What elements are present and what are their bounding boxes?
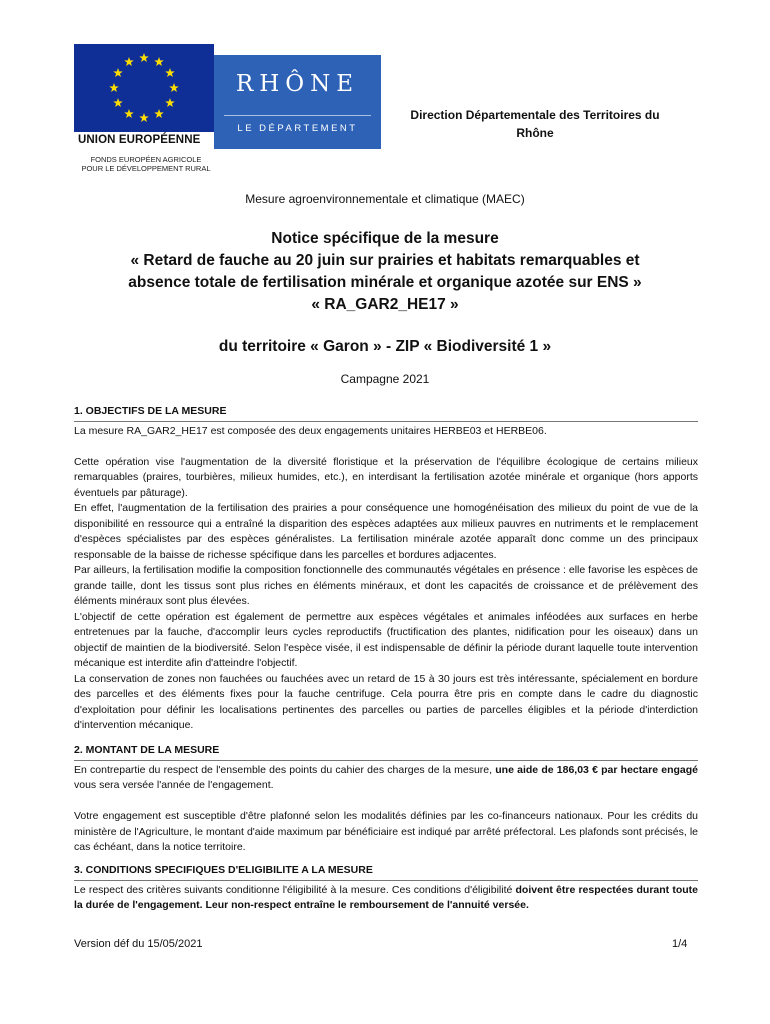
eu-label: UNION EUROPÉENNE bbox=[78, 134, 201, 146]
direction-header bbox=[395, 106, 675, 142]
direction-line2: Rhône bbox=[516, 126, 554, 140]
maec-label: Mesure agroenvironnementale et climatique (MAEC) bbox=[245, 192, 525, 206]
paragraph: La mesure RA_GAR2_HE17 est composée des deux engagements unitaires HERBE03 et HERBE06. bbox=[74, 424, 547, 437]
eu-star-icon bbox=[154, 109, 164, 118]
eu-star-icon bbox=[165, 68, 175, 77]
rhone-name: RHÔNE bbox=[235, 71, 360, 97]
paragraph: En effet, l'augmentation de la fertilisation des prairies a pour conséquence une homogénéisation des milieux du point de vue de la disponibilité en ressource qui a entraîné la disparition des espèces adaptées aux milieux pauvres en nutriments et le remplacement d'espèces spécialistes par des espèces généralistes. La fertilisation minérale azotée apparaît donc comme un des principaux responsable de la baisse de richesse spécifique dans les parcelles et bordures adjacentes. bbox=[74, 502, 698, 561]
eu-fund-text bbox=[78, 155, 214, 173]
paragraph: Par ailleurs, la fertilisation modifie la composition fonctionnelle des communautés végétales en présence : elle favorise les espèces de grande taille, dont les tissus sont plus riches en éléments minéraux, et dont les capacités de croissance et de prélèvement des éléments minéraux sont plus élevées. bbox=[74, 564, 698, 607]
eu-star-icon bbox=[124, 109, 134, 118]
eu-star-icon bbox=[113, 68, 123, 77]
paragraph: La conservation de zones non fauchées ou fauchées avec un retard de 15 à 30 jours est très intéressante, spécialement en bordure des parcelles et des éléments fixes pour la fauche centrifuge. Cela pourra être pris en compte dans le cadre du diagnostic d'exploitation pour définir les localisations pertinentes des parcelles ou parties de parcelles éligibles et la période d'interdiction d'intervention mécanique. bbox=[74, 672, 698, 731]
eu-stars-icon bbox=[74, 44, 214, 132]
title-line3: absence totale de fertilisation minérale et organique azotée sur ENS » bbox=[128, 274, 642, 291]
eu-star-icon bbox=[124, 57, 134, 66]
eu-star-icon bbox=[139, 53, 149, 62]
section-heading: 3. CONDITIONS SPECIFIQUES D'ELIGIBILITE A LA MESURE bbox=[74, 863, 698, 881]
notice-title bbox=[70, 228, 700, 316]
logo-divider bbox=[224, 115, 371, 116]
eu-star-icon bbox=[139, 113, 149, 122]
title-line4: « RA_GAR2_HE17 » bbox=[311, 296, 459, 313]
campaign-label: Campagne 2021 bbox=[340, 372, 430, 386]
section-amount bbox=[74, 743, 698, 856]
direction-line1: Direction Départementale des Territoires du bbox=[410, 108, 660, 122]
paragraph: L'objectif de cette opération est également de permettre aux espèces végétales et animales inféodées aux surfaces en herbe entretenues par la fauche, d'accomplir leurs cycles reproductifs (fructification des plantes, nidification pour les oiseaux) dans un objectif de maintien de la biodiversité. Selon l'espèce visée, il est indispensable de définir la période durant laquelle toute intervention mécanique est interdite afin d'atteindre l'objectif. bbox=[74, 610, 698, 669]
paragraph: En contrepartie du respect de l'ensemble des points du cahier des charges de la mesure, une aide de 186,03 € par hectare engagé vous sera versée l'année de l'engagement. bbox=[74, 763, 698, 791]
eu-flag-logo bbox=[74, 44, 214, 132]
paragraph: Cette opération vise l'augmentation de la diversité floristique et la préservation de l'équilibre écologique de certains milieux remarquables (praires, tourbières, milieux humides, etc.), en interdisant la fertilisation azotée minérale et organique (hors apports éventuels par pâturage). bbox=[74, 455, 698, 499]
footer-version: Version déf du 15/05/2021 bbox=[74, 938, 203, 950]
rhone-subtitle: LE DÉPARTEMENT bbox=[237, 123, 358, 134]
section-heading: 2. MONTANT DE LA MESURE bbox=[74, 743, 698, 761]
footer-page-number: 1/4 bbox=[672, 938, 688, 950]
eu-star-icon bbox=[165, 98, 175, 107]
aid-amount: une aide de 186,03 € par hectare engagé bbox=[495, 763, 698, 776]
eu-star-icon bbox=[113, 98, 123, 107]
paragraph: Le respect des critères suivants conditionne l'éligibilité à la mesure. Ces conditions d'éligibilité doivent être respectées durant toute la durée de l'engagement. Leur non-respect entraîne le remboursement de l'annuité versée. bbox=[74, 883, 698, 911]
territory-title: du territoire « Garon » - ZIP « Biodiversité 1 » bbox=[218, 338, 552, 355]
eu-fund-line2: POUR LE DÉVELOPPEMENT RURAL bbox=[81, 164, 211, 173]
eu-star-icon bbox=[109, 83, 119, 92]
title-line2: « Retard de fauche au 20 juin sur prairies et habitats remarquables et bbox=[130, 252, 640, 269]
section-objectives bbox=[74, 404, 698, 734]
paragraph: Votre engagement est susceptible d'être plafonné selon les modalités définies par les co-financeurs nationaux. Pour les crédits du ministère de l'Agriculture, le montant d'aide maximum par bénéficiaire est indiqué par arrêté préfectoral. Les plafonds sont précisés, le cas échéant, dans la notice territoire. bbox=[74, 810, 698, 853]
rhone-department-logo bbox=[214, 55, 381, 149]
eu-fund-line1: FONDS EUROPÉEN AGRICOLE bbox=[90, 155, 202, 164]
section-eligibility bbox=[74, 863, 698, 914]
title-line1: Notice spécifique de la mesure bbox=[271, 230, 499, 247]
eu-star-icon bbox=[154, 57, 164, 66]
section-heading: 1. OBJECTIFS DE LA MESURE bbox=[74, 404, 698, 422]
eu-star-icon bbox=[169, 83, 179, 92]
